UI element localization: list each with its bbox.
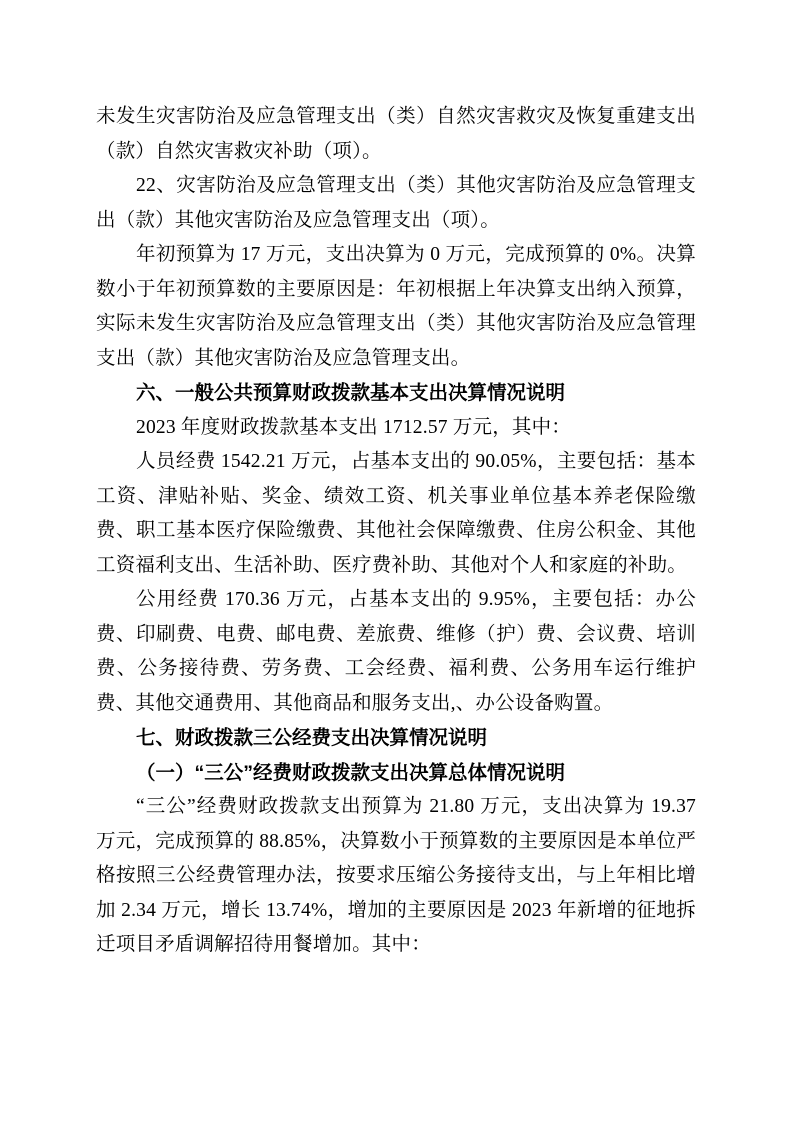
paragraph: 公用经费 170.36 万元，占基本支出的 9.95%，主要包括：办公费、印刷费、电费、邮电费、差旅费、维修（护）费、会议费、培训费、公务接待费、劳务费、工会经费、福利费、公务用车运行维护费、其他交通费用、其他商品和服务支出,、办公设备购置。 <box>96 589 696 714</box>
paragraph: 22、灾害防治及应急管理支出（类）其他灾害防治及应急管理支出（款）其他灾害防治及应急管理支出（项）。 <box>96 175 696 231</box>
paragraph: 未发生灾害防治及应急管理支出（类）自然灾害救灾及恢复重建支出（款）自然灾害救灾补助（项）。 <box>96 106 696 162</box>
section-heading: 六、一般公共预算财政拨款基本支出决算情况说明 <box>136 382 566 404</box>
paragraph: 年初预算为 17 万元，支出决算为 0 万元，完成预算的 0%。决算数小于年初预算数的主要原因是：年初根据上年决算支出纳入预算，实际未发生灾害防治及应急管理支出（类）其他灾害防治及应急管理支出（款）其他灾害防治及应急管理支出。 <box>96 244 696 369</box>
paragraph: 人员经费 1542.21 万元，占基本支出的 90.05%，主要包括：基本工资、津贴补贴、奖金、绩效工资、机关事业单位基本养老保险缴费、职工基本医疗保险缴费、其他社会保障缴费、住房公积金、其他工资福利支出、生活补助、医疗费补助、其他对个人和家庭的补助。 <box>96 451 696 576</box>
section-heading: （一）“三公”经费财政拨款支出决算总体情况说明 <box>136 761 566 784</box>
paragraph: “三公”经费财政拨款支出预算为 21.80 万元，支出决算为 19.37 万元，完成预算的 88.85%，决算数小于预算数的主要原因是本单位严格按照三公经费管理办法，按要求压缩公务接待支出，与上年相比增加 2.34 万元，增长 13.74%，增加的主要原因是 2023 年新增的征地拆迁项目矛盾调解招待用餐增加。其中： <box>96 796 696 955</box>
section-heading: 七、财政拨款三公经费支出决算情况说明 <box>136 727 488 749</box>
paragraph: 2023 年度财政拨款基本支出 1712.57 万元，其中： <box>136 416 572 438</box>
document-body <box>96 100 696 963</box>
